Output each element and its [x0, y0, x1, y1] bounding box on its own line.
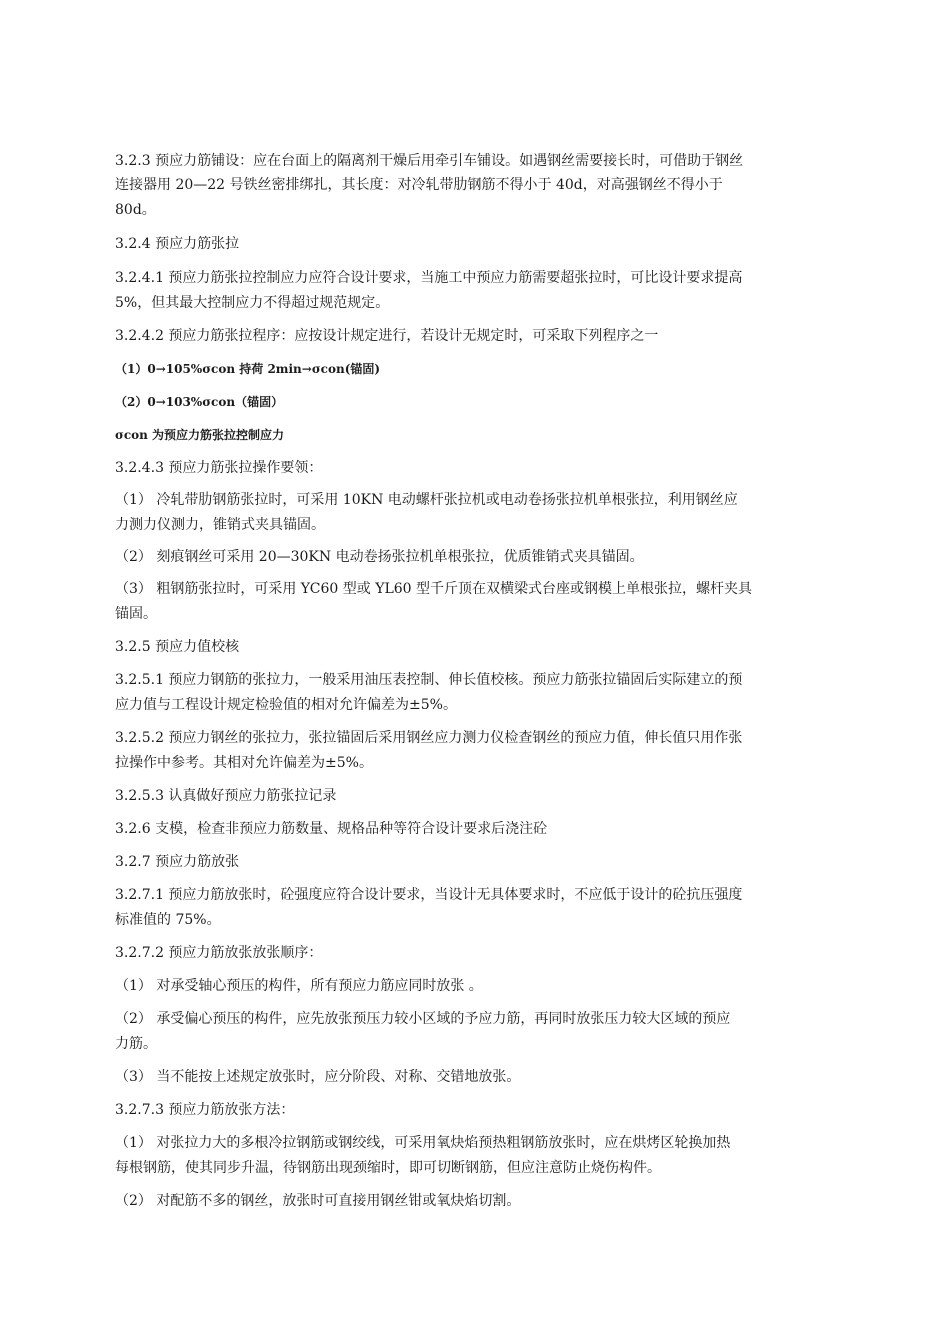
section-heading: 3.2.4 预应力筋张拉: [115, 236, 240, 252]
formula-line: （2）0→103%σcon（锚固）: [115, 395, 284, 409]
text-line: 拉操作中参考。其相对允许偏差为±5%。: [115, 755, 373, 771]
text-line: 每根钢筋，使其同步升温，待钢筋出现颈缩时，即可切断钢筋，但应注意防止烧伤构件。: [115, 1160, 661, 1176]
formula-line: （1）0→105%σcon 持荷 2min→σcon(锚固): [115, 362, 381, 376]
text-line: （2） 承受偏心预压的构件，应先放张预压力较小区域的予应力筋，再同时放张压力较大区域的预应: [115, 1011, 731, 1027]
text-line: 3.2.5.1 预应力钢筋的张拉力，一般采用油压表控制、伸长值校核。预应力筋张拉锚固后实际建立的预: [115, 672, 743, 688]
text-line: （2） 刻痕钢丝可采用 20—30KN 电动卷扬张拉机单根张拉，优质锥销式夹具锚固。: [115, 549, 644, 565]
text-line: 3.2.5.3 认真做好预应力筋张拉记录: [115, 788, 337, 804]
text-line: 应力值与工程设计规定检验值的相对允许偏差为±5%。: [115, 697, 457, 713]
text-line: 标准值的 75%。: [115, 912, 221, 928]
text-line: 3.2.5.2 预应力钢丝的张拉力，张拉锚固后采用钢丝应力测力仪检查钢丝的预应力值，伸长值只用作张: [115, 730, 743, 746]
text-line: （2） 对配筋不多的钢丝，放张时可直接用钢丝钳或氧炔焰切割。: [115, 1193, 521, 1209]
section-heading: 3.2.7 预应力筋放张: [115, 854, 240, 870]
text-line: 3.2.7.3 预应力筋放张方法：: [115, 1102, 295, 1118]
text-line: 3.2.7.2 预应力筋放张放张顺序：: [115, 945, 323, 961]
formula-note: σcon 为预应力筋张拉控制应力: [115, 428, 285, 442]
text-line: 3.2.7.1 预应力筋放张时，砼强度应符合设计要求，当设计无具体要求时，不应低于设计的砼抗压强度: [115, 887, 743, 903]
text-line: 力测力仪测力，锥销式夹具锚固。: [115, 517, 325, 533]
text-line: 3.2.4.2 预应力筋张拉程序：应按设计规定进行，若设计无规定时，可采取下列程序之一: [115, 328, 659, 344]
section-heading: 3.2.5 预应力值校核: [115, 639, 240, 655]
text-line: （3） 当不能按上述规定放张时，应分阶段、对称、交错地放张。: [115, 1069, 521, 1085]
text-line: 80d。: [115, 202, 156, 218]
text-line: 3.2.4.3 预应力筋张拉操作要领：: [115, 460, 323, 476]
text-line: （3） 粗钢筋张拉时，可采用 YC60 型或 YL60 型千斤顶在双横梁式台座或钢模上单根张拉，螺杆夹具: [115, 581, 753, 597]
text-line: 连接器用 20—22 号铁丝密排绑扎，其长度：对冷轧带肋钢筋不得小于 40d，对高强钢丝不得小于: [115, 177, 723, 193]
text-line: 5%，但其最大控制应力不得超过规范规定。: [115, 295, 390, 311]
text-line: 锚固。: [115, 606, 157, 622]
text-line: （1） 对承受轴心预压的构件，所有预应力筋应同时放张 。: [115, 978, 483, 994]
text-line: 3.2.4.1 预应力筋张拉控制应力应符合设计要求，当施工中预应力筋需要超张拉时，可比设计要求提高: [115, 270, 743, 286]
text-line: 3.2.3 预应力筋铺设：应在台面上的隔离剂干燥后用牵引车铺设。如遇钢丝需要接长时，可借助于钢丝: [115, 153, 744, 169]
text-line: （1） 对张拉力大的多根冷拉钢筋或钢绞线，可采用氧炔焰预热粗钢筋放张时，应在烘烤区轮换加热: [115, 1135, 731, 1151]
text-line: 力筋。: [115, 1036, 157, 1052]
text-line: 3.2.6 支模，检查非预应力筋数量、规格品种等符合设计要求后浇注砼: [115, 821, 548, 837]
text-line: （1） 冷轧带肋钢筋张拉时，可采用 10KN 电动螺杆张拉机或电动卷扬张拉机单根张拉，利用钢丝应: [115, 492, 738, 508]
